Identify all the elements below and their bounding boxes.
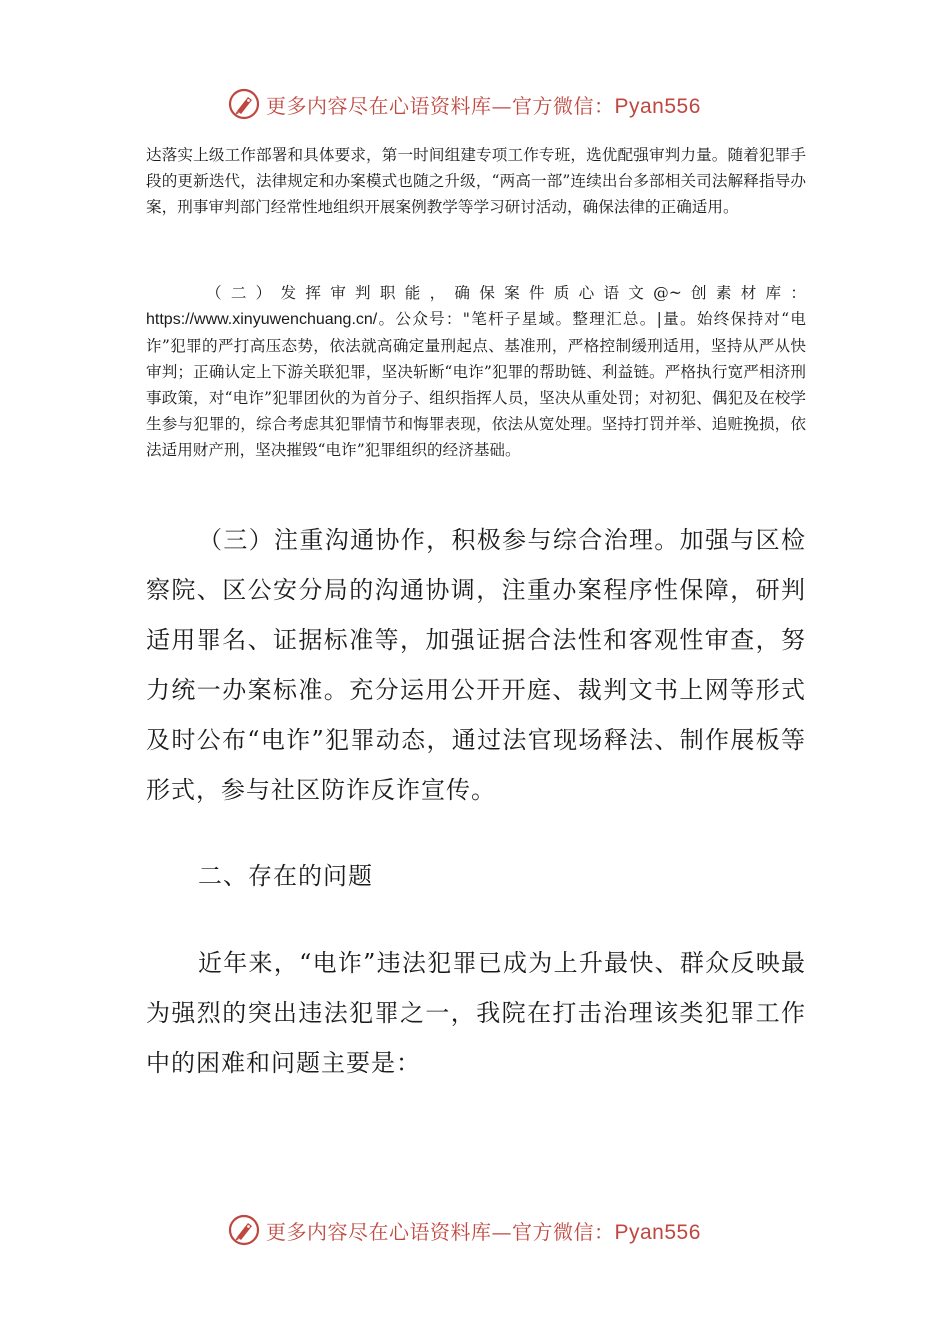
pen-nib-icon bbox=[228, 1214, 260, 1246]
watermark-banner-bottom bbox=[0, 1210, 950, 1250]
paragraph-4: 近年来，“电诈”违法犯罪已成为上升最快、群众反映最为强烈的突出违法犯罪之一，我院在打击治理该类犯罪工作中的困难和问题主要是： bbox=[146, 949, 806, 1077]
watermark-banner-top bbox=[0, 84, 950, 124]
paragraph-2: （二）发挥审判职能，确保案件质心语文@~创素材库：https://www.xinyuwenchuang.cn/。公众号："笔杆子星域。整理汇总。|量。始终保持对“电诈”犯罪的严打高压态势，依法就高确定量刑起点、基准刑，严格控制缓刑适用，坚持从严从快审判；正确认定上下游关联犯罪，坚决斩断“电诈”犯罪的帮助链、利益链。严格执行宽严相济刑事政策，对“电诈”犯罪团伙的为首分子、组织指挥人员，坚决从重处罚；对初犯、偶犯及在校学生参与犯罪的，综合考虑其犯罪情节和悔罪表现，依法从宽处理。坚持打罚并举、追赃挽损，依法适用财产刑，坚决摧毁“电诈”犯罪组织的经济基础。 bbox=[146, 284, 806, 459]
pen-nib-icon bbox=[228, 88, 260, 120]
paragraph-1: 达落实上级工作部署和具体要求，第一时间组建专项工作专班，选优配强审判力量。随着犯罪手段的更新迭代，法律规定和办案模式也随之升级，“两高一部”连续出台多部相关司法解释指导办案，刑事审判部门经常性地组织开展案例教学等学习研讨活动，确保法律的正确适用。 bbox=[146, 146, 806, 216]
watermark-text: 更多内容尽在心语资料库—官方微信：Pyan556 bbox=[266, 93, 701, 118]
watermark-text: 更多内容尽在心语资料库—官方微信：Pyan556 bbox=[266, 1219, 701, 1244]
paragraph-3: （三）注重沟通协作，积极参与综合治理。加强与区检察院、区公安分局的沟通协调，注重办案程序性保障，研判适用罪名、证据标准等，加强证据合法性和客观性审查，努力统一办案标准。充分运用公开开庭、裁判文书上网等形式及时公布“电诈”犯罪动态，通过法官现场释法、制作展板等形式，参与社区防诈反诈宣传。 bbox=[146, 526, 806, 804]
section-heading: 二、存在的问题 bbox=[198, 862, 373, 890]
url-text: https://www.xinyuwenchuang.cn/ bbox=[146, 311, 378, 328]
